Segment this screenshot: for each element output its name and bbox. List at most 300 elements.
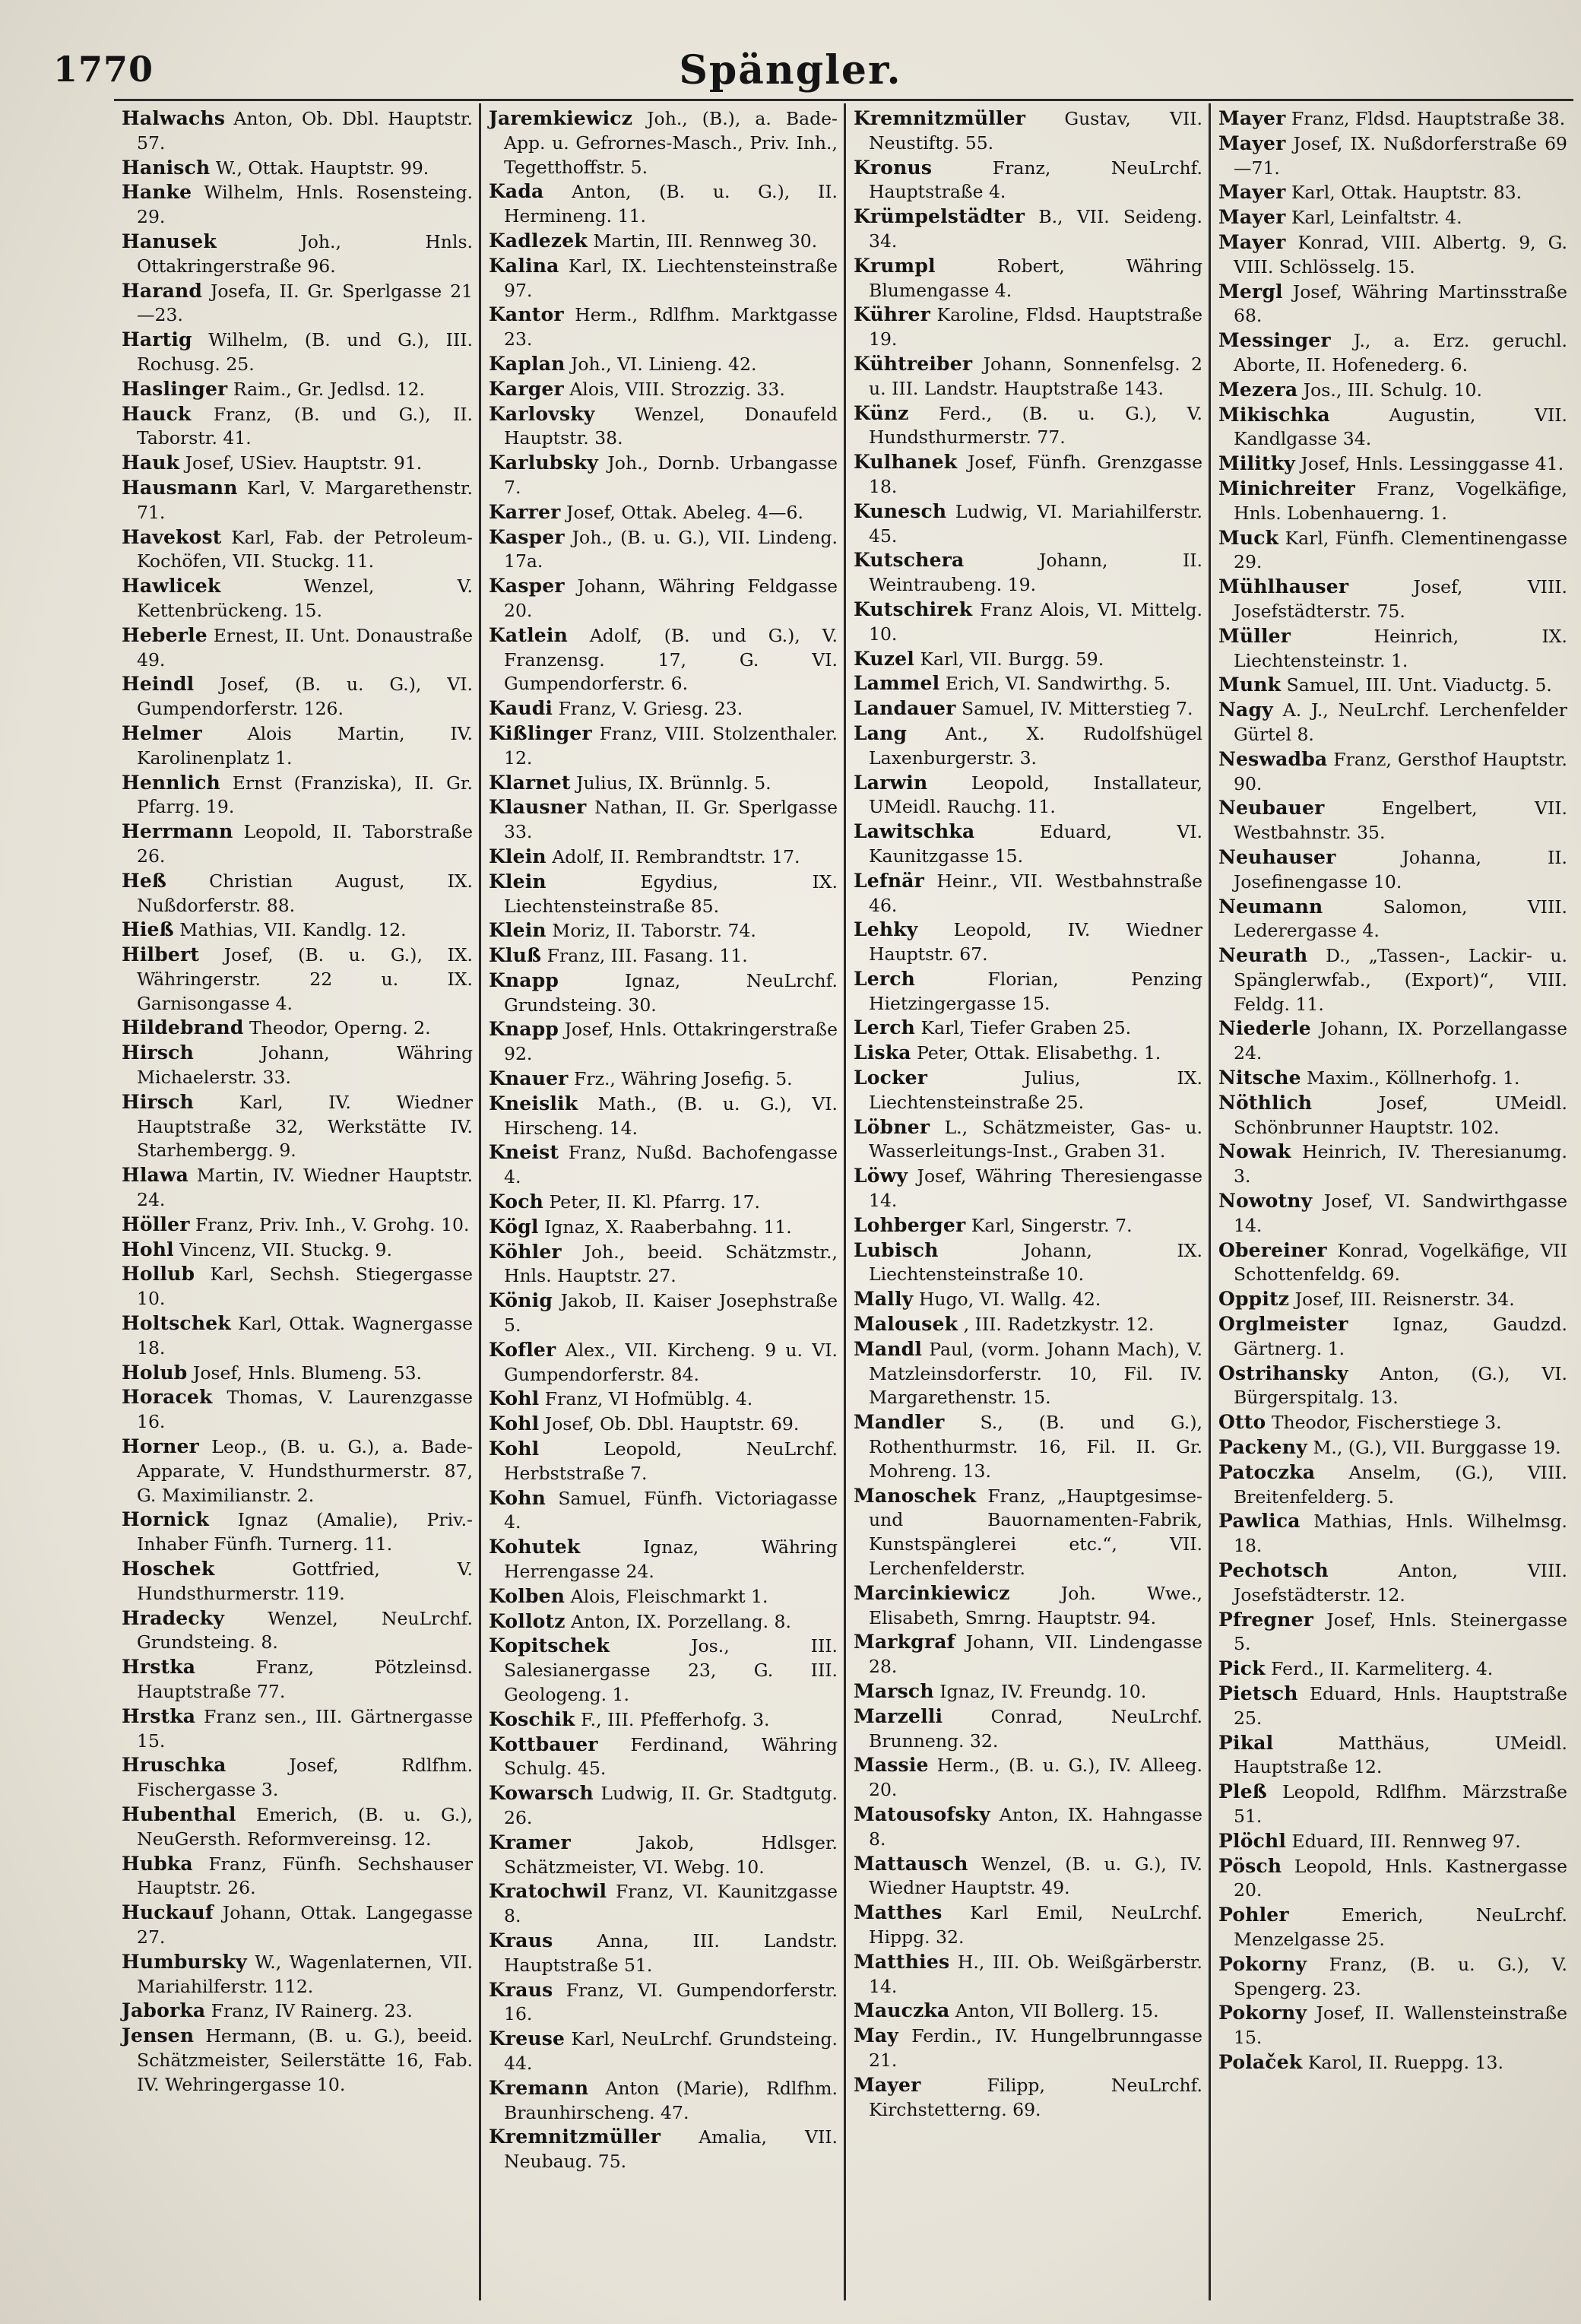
entry-surname: Hoschek	[122, 1558, 215, 1581]
entry-surname: Larwin	[854, 771, 928, 794]
entry-details: Josefa, II. Gr. Sperlgasse 21—23.	[137, 280, 473, 326]
entry-surname: Kalina	[489, 254, 559, 277]
entry-surname: Hubka	[122, 1852, 193, 1875]
entry-surname: Karlubsky	[489, 452, 598, 474]
directory-entry	[489, 1092, 838, 1141]
entry-details: Adolf, (B. und G.), V. Franzensg. 17, G. VI. Gumpendorferstr. 6.	[504, 624, 838, 695]
page-number: 1770	[53, 49, 154, 90]
directory-entry	[489, 845, 838, 870]
entry-details: Joh., beeid. Schätzmstr., Hnls. Hauptstr. 27.	[504, 1241, 838, 1287]
entry-surname: Patoczka	[1218, 1460, 1316, 1483]
entry-surname: Mauczka	[854, 1999, 950, 2022]
entry-details: Emerich, NeuLrchf. Menzelgasse 25.	[1234, 1904, 1567, 1950]
entry-surname: Kunesch	[854, 499, 947, 522]
entry-details: Theodor, Operng. 2.	[243, 1017, 431, 1039]
entry-surname: Krumpl	[854, 254, 936, 277]
directory-entry	[1218, 230, 1567, 280]
entry-surname: Kohl	[489, 1438, 540, 1460]
entry-details: Josef, Ottak. Abeleg. 4—6.	[560, 501, 803, 523]
directory-entry	[1218, 205, 1567, 230]
entry-details: Joh., Dornb. Urbangasse 7.	[504, 452, 838, 498]
entry-details: Peter, II. Kl. Pfarrg. 17.	[543, 1191, 760, 1213]
directory-entry	[489, 1387, 838, 1412]
entry-details: Konrad, VIII. Albertg. 9, G. VIII. Schlösselg. 15.	[1234, 231, 1567, 277]
entry-details: Salomon, VIII. Lederergasse 4.	[1234, 896, 1567, 942]
entry-surname: Klausner	[489, 796, 587, 819]
entry-surname: Hauck	[122, 402, 192, 425]
directory-entry	[854, 401, 1202, 451]
entry-surname: Kaplan	[489, 352, 566, 375]
entry-surname: Kasper	[489, 525, 565, 548]
directory-entry	[854, 1041, 1202, 1066]
directory-entry	[854, 303, 1202, 352]
entry-surname: Klein	[489, 870, 547, 893]
entry-details: Julius, IX. Liechtensteinstraße 25.	[869, 1067, 1202, 1113]
directory-entry	[122, 328, 473, 377]
entry-details: Alex., VII. Kircheng. 9 u. VI. Gumpendorferstr. 84.	[504, 1339, 838, 1385]
directory-entry	[489, 402, 838, 452]
entry-details: Josef, USiev. Hauptstr. 91.	[179, 452, 423, 474]
entry-surname: Holtschek	[122, 1312, 231, 1335]
entry-details: Frz., Währing Josefig. 5.	[568, 1068, 793, 1090]
entry-details: Anton, (G.), VI. Bürgerspitalg. 13.	[1234, 1362, 1567, 1409]
directory-entry	[489, 696, 838, 721]
directory-entry	[122, 1213, 473, 1238]
entry-details: L., Schätzmeister, Gas- u. Wasserleitungs-Inst., Graben 31.	[869, 1116, 1202, 1162]
entry-details: Paul, (vorm. Johann Mach), V. Matzleinsdorferstr. 10, Fil. IV. Margarethenstr. 15.	[869, 1338, 1202, 1409]
directory-entry	[489, 1831, 838, 1880]
entry-surname: Herrmann	[122, 820, 233, 843]
entry-surname: Krümpelstädter	[854, 205, 1025, 228]
entry-details: Joh., (B.), a. Bade-App. u. Gefrornes-Masch., Priv. Inh., Tegetthoffstr. 5.	[504, 108, 838, 178]
entry-details: Anton, (B. u. G.), II. Hermineng. 11.	[504, 181, 838, 227]
entry-details: Mathias, VII. Kandlg. 12.	[173, 919, 407, 941]
entry-details: Heinrich, IV. Theresianumg. 3.	[1234, 1141, 1567, 1187]
directory-entry	[1218, 1140, 1567, 1189]
directory-entry	[489, 1140, 838, 1190]
directory-entry	[1218, 1189, 1567, 1238]
directory-entry	[1218, 673, 1567, 698]
entry-surname: Havekost	[122, 525, 222, 548]
entry-surname: Kreuse	[489, 2028, 566, 2050]
entry-details: Joh., (B. u. G.), VII. Lindeng. 17a.	[504, 526, 838, 572]
entry-surname: Haslinger	[122, 377, 228, 400]
directory-entry	[854, 1312, 1202, 1337]
entry-surname: Kowarsch	[489, 1782, 594, 1805]
directory-entry	[1218, 1854, 1567, 1904]
entry-details: Karl, IX. Liechtensteinstraße 97.	[504, 255, 838, 301]
entry-surname: Kadlezek	[489, 229, 588, 252]
entry-details: Franz, Vogelkäfige, Hnls. Lobenhauerng. 1.	[1234, 477, 1567, 524]
entry-details: Anselm, (G.), VIII. Breitenfelderg. 5.	[1234, 1461, 1567, 1508]
entry-details: Math., (B. u. G.), VI. Hirscheng. 14.	[504, 1092, 838, 1139]
entry-surname: Hieß	[122, 918, 174, 941]
directory-entry	[854, 156, 1202, 205]
entry-surname: Nowotny	[1218, 1190, 1313, 1213]
directory-entry	[122, 525, 473, 575]
entry-surname: Heindl	[122, 673, 195, 696]
directory-entry	[122, 771, 473, 820]
directory-entry	[1218, 1460, 1567, 1510]
directory-entry	[489, 969, 838, 1018]
entry-surname: Klarnet	[489, 771, 571, 794]
entry-details: Adolf, II. Rembrandtstr. 17.	[546, 845, 800, 867]
directory-entry	[122, 1950, 473, 1999]
directory-entry	[122, 1557, 473, 1606]
entry-surname: Oppitz	[1218, 1288, 1290, 1311]
entry-surname: Hennlich	[122, 771, 220, 794]
directory-entry	[489, 1338, 838, 1387]
directory-entry	[1218, 180, 1567, 205]
entry-surname: Neurath	[1218, 944, 1308, 967]
entry-surname: Koschik	[489, 1707, 575, 1730]
entry-details: Vincenz, VII. Stuckg. 9.	[173, 1238, 392, 1260]
entry-surname: Kollotz	[489, 1609, 566, 1632]
entry-details: Josef, VIII. Josefstädterstr. 75.	[1234, 576, 1567, 622]
entry-details: Samuel, Fünfh. Victoriagasse 4.	[504, 1487, 838, 1533]
directory-entry	[489, 1486, 838, 1536]
entry-details: Karl, VII. Burgg. 59.	[914, 648, 1104, 670]
entry-surname: Mandl	[854, 1337, 923, 1360]
directory-entry	[1218, 1509, 1567, 1558]
entry-details: Wenzel, Donaufeld Hauptstr. 38.	[504, 403, 838, 449]
directory-entry	[122, 106, 473, 156]
entry-details: Heinrich, IX. Liechtensteinstr. 1.	[1234, 625, 1567, 671]
entry-details: Ignaz, NeuLrchf. Grundsteing. 30.	[504, 969, 838, 1016]
entry-surname: Militky	[1218, 452, 1295, 475]
entry-details: Ignaz, Währing Herrengasse 24.	[504, 1536, 838, 1583]
directory-entry	[854, 918, 1202, 967]
directory-entry	[854, 1852, 1202, 1901]
entry-details: Wenzel, (B. u. G.), IV. Wiedner Hauptstr. 49.	[869, 1853, 1202, 1899]
entry-surname: Pawlica	[1218, 1510, 1301, 1533]
entry-details: Julius, IX. Brünnlg. 5.	[570, 772, 771, 794]
entry-details: Franz, NeuLrchf. Hauptstraße 4.	[869, 157, 1202, 203]
entry-surname: Kremann	[489, 2076, 589, 2099]
entry-surname: Mühlhauser	[1218, 575, 1349, 598]
entry-surname: Pick	[1218, 1657, 1266, 1680]
directory-entry	[489, 254, 838, 303]
entry-surname: Lefnär	[854, 869, 924, 892]
entry-details: Filipp, NeuLrchf. Kirchstetterng. 69.	[869, 2074, 1202, 2120]
entry-details: Karl, IV. Wiedner Hauptstraße 32, Werkstätte IV. Starhembergg. 9.	[137, 1091, 473, 1162]
entry-details: Theodor, Fischerstiege 3.	[1266, 1412, 1502, 1434]
directory-entry	[854, 2024, 1202, 2073]
column-1	[114, 103, 479, 2300]
entry-details: Franz, Gersthof Hauptstr. 90.	[1234, 748, 1567, 794]
entry-details: Franz, VI Hofmüblg. 4.	[539, 1388, 753, 1410]
directory-entry	[854, 2073, 1202, 2123]
entry-surname: Markgraf	[854, 1631, 955, 1653]
entry-surname: Jensen	[122, 2024, 195, 2047]
directory-entry	[1218, 1410, 1567, 1435]
entry-details: Karl Emil, NeuLrchf. Hippg. 32.	[869, 1902, 1202, 1948]
directory-entry	[489, 451, 838, 500]
directory-entry	[854, 352, 1202, 401]
directory-entry	[489, 1017, 838, 1067]
entry-surname: Knapp	[489, 969, 559, 991]
entry-surname: Niederle	[1218, 1017, 1311, 1040]
entry-details: Alois, Fleischmarkt 1.	[565, 1585, 768, 1607]
directory-entry	[854, 1115, 1202, 1165]
entry-details: Conrad, NeuLrchf. Brunneng. 32.	[869, 1705, 1202, 1752]
directory-entry	[489, 1190, 838, 1215]
entry-surname: Plöchl	[1218, 1829, 1287, 1852]
entry-details: Johann, Währing Michaelerstr. 33.	[137, 1042, 473, 1089]
entry-details: Franz, III. Fasang. 11.	[541, 945, 748, 967]
directory-entry	[489, 500, 838, 525]
entry-details: W., Ottak. Hauptstr. 99.	[210, 157, 429, 179]
column-3	[844, 103, 1209, 2300]
entry-surname: Kührer	[854, 303, 930, 326]
entry-details: Franz, Nußd. Bachofengasse 4.	[504, 1142, 838, 1188]
entry-surname: Hawlicek	[122, 575, 221, 598]
directory-entry	[854, 1950, 1202, 1999]
entry-surname: Kremnitzmüller	[854, 107, 1026, 129]
directory-entry	[489, 1879, 838, 1929]
entry-surname: Kantor	[489, 303, 564, 326]
entry-surname: Kneist	[489, 1141, 559, 1164]
entry-details: Nathan, II. Gr. Sperlgasse 33.	[504, 797, 838, 843]
entry-surname: Messinger	[1218, 329, 1331, 352]
entry-details: Anton, VII Bollerg. 15.	[949, 2000, 1159, 2022]
entry-details: Mathias, Hnls. Wilhelmsg. 18.	[1234, 1511, 1567, 1557]
directory-entry	[122, 1508, 473, 1557]
directory-entry	[489, 179, 838, 229]
entry-surname: Karger	[489, 377, 564, 400]
entry-details: Franz, Fldsd. Hauptstraße 38.	[1285, 108, 1566, 129]
entry-surname: Otto	[1218, 1411, 1266, 1434]
entry-details: Josef, Hnls. Lessinggasse 41.	[1294, 453, 1564, 475]
entry-details: Jakob, II. Kaiser Josephstraße 5.	[504, 1290, 838, 1336]
entry-surname: König	[489, 1289, 553, 1312]
directory-entry	[122, 869, 473, 918]
entry-surname: Kaudi	[489, 697, 553, 720]
entry-surname: Kulhanek	[854, 451, 958, 474]
entry-surname: Nöthlich	[1218, 1091, 1313, 1114]
directory-entry	[854, 1901, 1202, 1950]
entry-details: Ferdin., IV. Hungelbrunngasse 21.	[869, 2025, 1202, 2071]
entry-details: Gottfried, V. Hundsthurmerstr. 119.	[137, 1558, 473, 1604]
directory-entry	[122, 943, 473, 1016]
entry-surname: Kutschera	[854, 549, 965, 572]
entry-surname: Köhler	[489, 1240, 562, 1263]
directory-entry	[1218, 1287, 1567, 1312]
directory-entry	[489, 1215, 838, 1240]
entry-details: Ignaz (Amalie), Priv.-Inhaber Fünfh. Turnerg. 11.	[137, 1509, 473, 1555]
directory-entry	[122, 230, 473, 279]
directory-entry	[1218, 895, 1567, 944]
entry-surname: Künz	[854, 401, 909, 424]
entry-surname: Horacek	[122, 1386, 213, 1409]
entry-surname: Kißlinger	[489, 721, 592, 744]
entry-surname: Kuzel	[854, 647, 914, 670]
directory-entry	[122, 1163, 473, 1213]
entry-surname: Höller	[122, 1213, 190, 1235]
entry-surname: Pleß	[1218, 1780, 1267, 1803]
entry-surname: Hrstka	[122, 1704, 196, 1727]
entry-surname: Neumann	[1218, 895, 1323, 918]
directory-entry	[1218, 526, 1567, 575]
directory-entry	[1218, 1312, 1567, 1362]
entry-details: F., III. Pfefferhofg. 3.	[575, 1708, 770, 1730]
directory-entry	[1218, 1435, 1567, 1460]
entry-surname: Mayer	[854, 2073, 921, 2096]
directory-entry	[1218, 845, 1567, 895]
header-rule	[114, 99, 1573, 101]
entry-surname: Manoschek	[854, 1484, 977, 1507]
entry-surname: Jaremkiewicz	[489, 107, 633, 129]
entry-surname: Kutschirek	[854, 598, 973, 620]
directory-entry	[122, 1361, 473, 1386]
entry-details: Joh. Wwe., Elisabeth, Smrng. Hauptstr. 94.	[869, 1582, 1202, 1628]
entry-surname: Helmer	[122, 721, 202, 744]
entry-details: H., III. Ob. Weißgärberstr. 14.	[869, 1951, 1202, 1997]
directory-entry	[854, 598, 1202, 647]
directory-entry	[1218, 1657, 1567, 1682]
entry-surname: Lawitschka	[854, 820, 975, 843]
directory-entry	[489, 1609, 838, 1634]
entry-surname: Humbursky	[122, 1950, 247, 1973]
entry-surname: Matthes	[854, 1901, 943, 1924]
entry-surname: Huckauf	[122, 1901, 214, 1924]
directory-entry	[1218, 943, 1567, 1016]
entry-surname: Pohler	[1218, 1904, 1289, 1926]
directory-entry	[1218, 452, 1567, 477]
entry-surname: Kohl	[489, 1412, 540, 1435]
entry-surname: Hlawa	[122, 1164, 189, 1187]
entry-surname: Kohutek	[489, 1536, 581, 1558]
entry-surname: Pechotsch	[1218, 1559, 1329, 1582]
entry-surname: Muck	[1218, 526, 1279, 549]
directory-entry	[1218, 132, 1567, 181]
entry-surname: Landauer	[854, 697, 956, 720]
entry-surname: Hausmann	[122, 476, 238, 499]
directory-entry	[122, 1753, 473, 1802]
entry-details: Ernst (Franziska), II. Gr. Pfarrg. 19.	[137, 772, 473, 818]
entry-details: W., Wagenlaternen, VII. Mariahilferstr. 112.	[137, 1951, 473, 1997]
directory-entry	[854, 548, 1202, 598]
entry-details: Egydius, IX. Liechtensteinstraße 85.	[504, 870, 838, 917]
entry-surname: Kottbauer	[489, 1733, 598, 1755]
entry-surname: Lubisch	[854, 1238, 939, 1261]
entry-surname: Neubauer	[1218, 797, 1325, 820]
entry-details: Leop., (B. u. G.), a. Bade-Apparate, V. Hundsthurmerstr. 87, G. Maximilianstr. 2.	[137, 1436, 473, 1506]
entry-details: Anton (Marie), Rdlfhm. Braunhirscheng. 47.	[504, 2077, 838, 2123]
entry-surname: Polaček	[1218, 2050, 1303, 2073]
directory-entry	[854, 671, 1202, 696]
entry-details: Franz, VI. Gumpendorferstr. 16.	[504, 1979, 838, 2025]
entry-details: Johann, Währing Feldgasse 20.	[504, 575, 838, 621]
directory-entry	[854, 1066, 1202, 1115]
entry-surname: Massie	[854, 1754, 929, 1777]
entry-details: Leopold, II. Taborstraße 26.	[137, 821, 473, 867]
entry-details: Samuel, III. Unt. Viaductg. 5.	[1281, 674, 1552, 696]
directory-entry	[489, 2125, 838, 2174]
entry-surname: Mayer	[1218, 132, 1286, 154]
directory-entry	[489, 943, 838, 969]
entry-details: Gustav, VII. Neustiftg. 55.	[869, 108, 1202, 154]
entry-details: Eduard, III. Rennweg 97.	[1286, 1830, 1521, 1852]
entry-details: Augustin, VII. Kandlgasse 34.	[1234, 404, 1567, 450]
directory-entry	[1218, 1091, 1567, 1140]
entry-details: Anton, IX. Hahngasse 8.	[869, 1803, 1202, 1850]
entry-surname: Pietsch	[1218, 1682, 1298, 1704]
directory-entry	[489, 1707, 838, 1733]
directory-entry	[1218, 2050, 1567, 2075]
entry-surname: Hornick	[122, 1508, 210, 1531]
directory-entry	[122, 156, 473, 181]
directory-entry	[1218, 1780, 1567, 1829]
entry-details: Johann, IX. Porzellangasse 24.	[1234, 1018, 1567, 1064]
entry-details: Ferdinand, Währing Schulg. 45.	[504, 1733, 838, 1780]
directory-entry	[854, 869, 1202, 918]
directory-entry	[122, 623, 473, 673]
entry-surname: Pösch	[1218, 1854, 1282, 1877]
directory-entry	[489, 106, 838, 179]
directory-entry	[1218, 378, 1567, 403]
entry-details: Alois, VIII. Strozzig. 33.	[563, 378, 785, 400]
entry-surname: Kronus	[854, 156, 933, 179]
entry-details: A. J., NeuLrchf. Lerchenfelder Gürtel 8.	[1234, 699, 1567, 745]
entry-surname: Kratochwil	[489, 1880, 607, 1903]
entry-surname: Ostrihansky	[1218, 1362, 1348, 1384]
entry-details: Josef, Hnls. Steinergasse 5.	[1234, 1609, 1567, 1655]
directory-entry	[122, 1999, 473, 2024]
entry-surname: Packeny	[1218, 1436, 1307, 1459]
column-2	[479, 103, 844, 2300]
directory-entry	[854, 967, 1202, 1016]
entry-details: Karoline, Fldsd. Hauptstraße 19.	[869, 304, 1202, 350]
directory-entry	[122, 1016, 473, 1041]
entry-details: Franz, „Hauptgesimse- und Bauornamenten-Fabrik, Kunstspänglerei etc.“, VII. Lerchenfelderstr.	[869, 1485, 1202, 1580]
entry-surname: Marzelli	[854, 1704, 943, 1727]
directory-entry	[489, 771, 838, 796]
directory-entry	[1218, 1238, 1567, 1288]
directory-entry	[489, 352, 838, 377]
entry-details: Karl, Leinfaltstr. 4.	[1285, 207, 1462, 229]
entry-surname: Liska	[854, 1042, 911, 1064]
entry-details: Franz sen., III. Gärtnergasse 15.	[137, 1705, 473, 1752]
entry-surname: Klein	[489, 919, 547, 942]
entry-details: Jos., III. Salesianergasse 23, G. III. Geologeng. 1.	[504, 1635, 838, 1705]
entry-surname: Holub	[122, 1361, 188, 1384]
directory-entry	[854, 204, 1202, 254]
entry-surname: Hruschka	[122, 1754, 227, 1777]
directory-entry	[122, 672, 473, 721]
entry-surname: Kraus	[489, 1978, 553, 2001]
entry-details: Ignaz, Gaudzd. Gärtnerg. 1.	[1234, 1314, 1567, 1359]
entry-surname: May	[854, 2024, 898, 2047]
directory-entry	[1218, 1016, 1567, 1066]
directory-entry	[489, 1067, 838, 1092]
directory-entry	[489, 795, 838, 845]
directory-entry	[1218, 403, 1567, 452]
entry-details: Josef, Hnls. Blumeng. 53.	[187, 1362, 423, 1384]
directory-entry	[122, 721, 473, 771]
entry-details: Thomas, V. Laurenzgasse 16.	[137, 1387, 473, 1433]
directory-entry	[122, 1606, 473, 1656]
directory-entry	[854, 1802, 1202, 1852]
entry-details: Franz, IV Rainerg. 23.	[205, 2000, 413, 2022]
directory-entry	[489, 1929, 838, 1978]
entry-surname: Marcinkiewicz	[854, 1581, 1010, 1604]
entry-surname: Katlein	[489, 623, 568, 646]
entry-details: Ferd., II. Karmeliterg. 4.	[1265, 1658, 1494, 1680]
directory-entry	[122, 1802, 473, 1852]
directory-entry	[122, 476, 473, 525]
entry-details: Ignaz, IV. Freundg. 10.	[933, 1681, 1147, 1702]
